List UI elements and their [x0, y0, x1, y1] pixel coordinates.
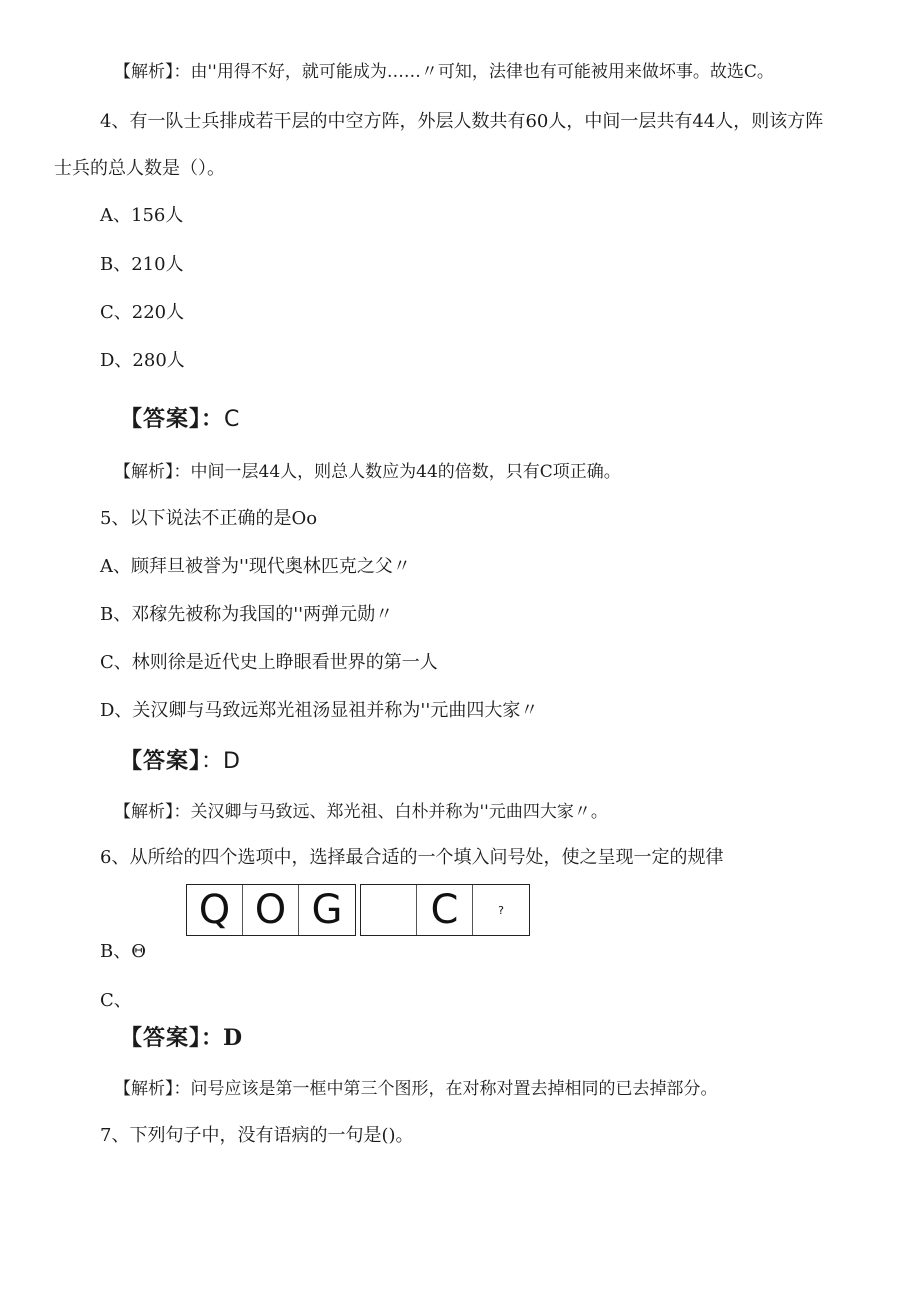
q4-stem-line2: 士兵的总人数是（）。	[54, 158, 225, 179]
q6-answer-tag: 【答案】	[120, 1026, 202, 1051]
figure-cell-blank	[361, 885, 417, 935]
figure-cell-q: Q	[187, 885, 243, 935]
q4-option-b: B、210人	[100, 254, 184, 275]
q3-analysis: 【解析】：由''用得不好，就可能成为……〃可知，法律也有可能被用来做坏事。故选C。	[114, 62, 774, 82]
q5-analysis: 【解析】：关汉卿与马致远、郑光祖、白朴并称为''元曲四大家〃。	[114, 802, 608, 822]
q4-option-d: D、280人	[100, 350, 185, 371]
q5-answer	[120, 748, 240, 776]
q4-option-c: C、220人	[100, 302, 185, 323]
q5-answer-value: ：D	[201, 749, 240, 774]
q5-option-a: A、顾拜旦被誉为''现代奥林匹克之父〃	[100, 556, 411, 577]
figure-cell-c: C	[417, 885, 473, 935]
q4-option-a: A、156人	[100, 205, 184, 226]
q6-figure-group-1	[186, 884, 356, 936]
q4-answer-tag: 【答案】：	[120, 407, 225, 432]
q4-analysis: 【解析】：中间一层44人，则总人数应为44的倍数，只有C项正确。	[114, 462, 621, 482]
q5-option-c: C、林则徐是近代史上睁眼看世界的第一人	[100, 652, 438, 673]
figure-cell-question-mark: ?	[498, 903, 504, 917]
q6-answer	[120, 1024, 242, 1053]
q4-stem-line1: 4、有一队士兵排成若干层的中空方阵，外层人数共有60人，中间一层共有44人，则该方阵	[100, 111, 824, 132]
q5-option-b: B、邓稼先被称为我国的''两弹元勋〃	[100, 604, 394, 625]
q6-option-b: B、Θ	[100, 941, 146, 962]
q6-figure-group-2	[360, 884, 530, 936]
q5-answer-tag: 【答案】	[120, 749, 202, 774]
q6-option-c: C、	[100, 990, 132, 1011]
figure-cell-o: O	[243, 885, 299, 935]
q6-stem: 6、从所给的四个选项中，选择最合适的一个填入问号处，使之呈现一定的规律	[100, 847, 724, 868]
q5-option-d: D、关汉卿与马致远郑光祖汤显祖并称为''元曲四大家〃	[100, 700, 539, 721]
q7-stem: 7、下列句子中，没有语病的一句是()。	[100, 1125, 414, 1146]
q4-answer	[120, 406, 239, 434]
q4-answer-value: C	[224, 407, 240, 432]
q6-analysis: 【解析】：问号应该是第一框中第三个图形，在对称对置去掉相同的已去掉部分。	[114, 1079, 718, 1099]
figure-cell-g: G	[311, 887, 343, 933]
q6-answer-value: ：D	[201, 1025, 243, 1051]
q5-stem: 5、以下说法不正确的是Oo	[100, 508, 318, 529]
